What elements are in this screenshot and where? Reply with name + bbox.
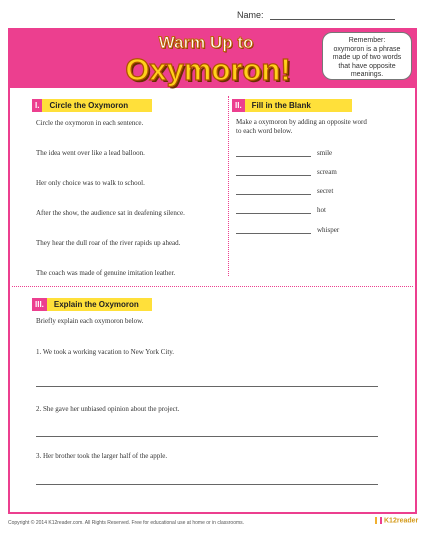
blank-word-1: smile <box>317 149 333 157</box>
section-1-number: I. <box>32 99 42 112</box>
sentence-5[interactable]: The coach was made of genuine imitation leather. <box>36 269 176 277</box>
section-3-instruction: Briefly explain each oxymoron below. <box>36 317 144 325</box>
name-field-row <box>237 10 395 20</box>
answer-line-1[interactable] <box>36 386 378 387</box>
blank-input-2[interactable] <box>236 175 311 176</box>
section-3-number: III. <box>32 298 47 311</box>
explain-item-3: 3. Her brother took the larger half of the apple. <box>36 452 168 460</box>
explain-item-2: 2. She gave her unbiased opinion about the project. <box>36 405 180 413</box>
k12reader-logo[interactable] <box>375 517 418 524</box>
section-1-heading <box>32 99 152 112</box>
sentence-3[interactable]: After the show, the audience sat in deafening silence. <box>36 209 185 217</box>
blank-word-3: secret <box>317 187 334 195</box>
blank-word-5: whisper <box>317 226 340 234</box>
reminder-note <box>322 32 412 80</box>
sentence-4[interactable]: They hear the dull roar of the river rapids up ahead. <box>36 239 181 247</box>
column-divider <box>228 96 229 276</box>
name-input-line[interactable] <box>270 10 395 20</box>
blank-word-4: hot <box>317 206 326 214</box>
section-3-heading <box>32 298 152 311</box>
section-2-heading <box>232 99 352 112</box>
blank-input-4[interactable] <box>236 213 311 214</box>
blank-input-5[interactable] <box>236 233 311 234</box>
note-line-5: meanings. <box>350 71 384 78</box>
section-2-title: Fill in the Blank <box>251 101 311 110</box>
blank-input-3[interactable] <box>236 194 311 195</box>
explain-item-1: 1. We took a working vacation to New York City. <box>36 348 175 356</box>
answer-line-3[interactable] <box>36 484 378 485</box>
section-divider <box>12 286 413 287</box>
name-label: Name: <box>237 10 264 20</box>
title-line-2: Oxymoron! <box>125 52 291 87</box>
answer-line-2[interactable] <box>36 436 378 437</box>
section-1-title: Circle the Oxymoron <box>49 101 129 110</box>
section-2-instruction-line-1: Make a oxymoron by adding an opposite word <box>236 118 367 126</box>
blank-input-1[interactable] <box>236 156 311 157</box>
note-line-2: oxymoron is a phrase <box>333 45 401 53</box>
section-3-title: Explain the Oxymoron <box>53 300 139 309</box>
section-2-instruction-line-2: to each word below. <box>236 127 293 135</box>
note-line-3: made up of two words <box>332 54 402 61</box>
logo-icon <box>375 517 382 524</box>
copyright-footer: Copyright © 2014 K12reader.com. All Rights Reserved. Free for educational use at home or in classrooms. <box>8 520 245 526</box>
sentence-1[interactable]: The idea went over like a lead balloon. <box>36 149 145 157</box>
title-banner <box>8 28 417 88</box>
title-line-1: Warm Up to <box>158 33 254 52</box>
logo-text: K12reader <box>384 517 419 525</box>
note-line-1: Remember: <box>348 37 386 44</box>
blank-word-2: scream <box>317 168 337 176</box>
section-2-number: II. <box>232 99 245 112</box>
sentence-2[interactable]: Her only choice was to walk to school. <box>36 179 145 187</box>
note-line-4: that have opposite <box>338 62 396 70</box>
section-1-instruction: Circle the oxymoron in each sentence. <box>36 119 144 127</box>
